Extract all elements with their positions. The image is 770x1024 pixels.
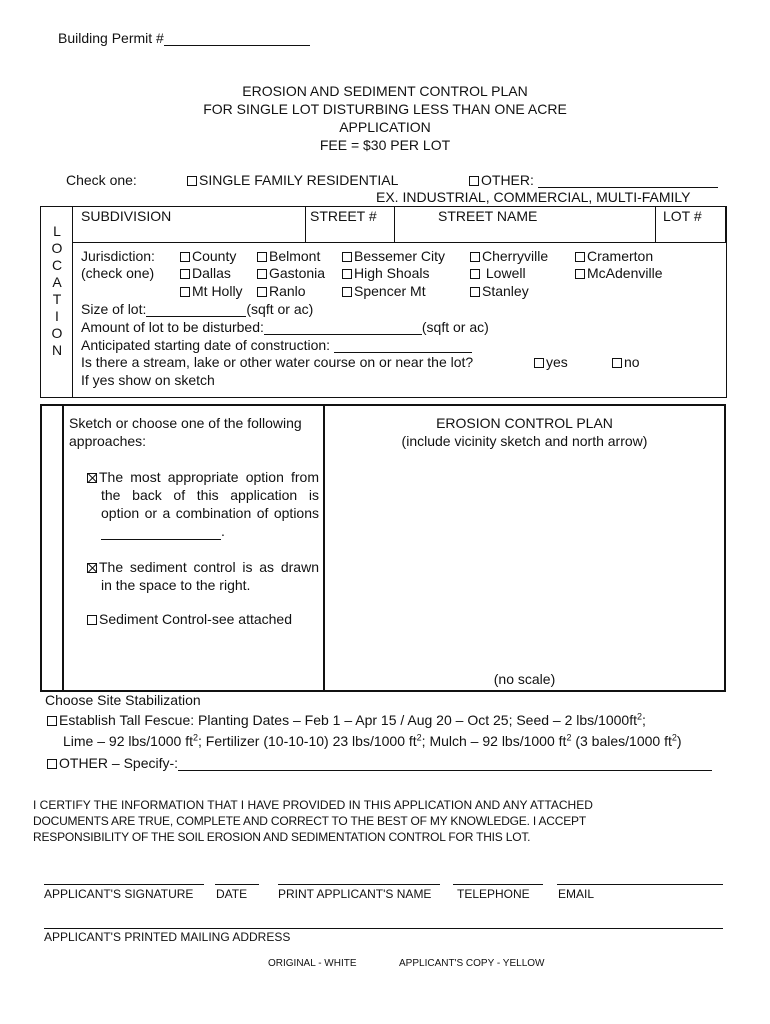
mt-holly-checkbox[interactable] [180, 287, 190, 297]
form-title [0, 82, 770, 154]
yes-label: yes [546, 354, 568, 370]
fescue-text: Establish Tall Fescue: Planting Dates – Feb 1 – Apr 15 / Aug 20 – Oct 25; Seed – 2 lbs/1000ft [59, 712, 637, 728]
location-side-label [50, 223, 64, 359]
bales-sup: 2 [671, 732, 677, 743]
county-checkbox[interactable] [180, 252, 190, 262]
other-checkbox[interactable] [469, 176, 479, 186]
stream-yes[interactable] [534, 354, 568, 370]
cramerton-checkbox[interactable] [575, 252, 585, 262]
start-date-blank[interactable] [334, 338, 472, 353]
lime-sup: 2 [192, 732, 198, 743]
ranlo-checkbox[interactable] [257, 287, 267, 297]
stanley-label: Stanley [482, 283, 529, 299]
building-permit-blank[interactable] [164, 31, 310, 46]
option-1[interactable] [87, 468, 319, 540]
yes-checkbox[interactable] [534, 358, 544, 368]
fee-line: FEE = $30 PER LOT [319, 137, 451, 153]
disturbed-blank[interactable] [264, 320, 422, 335]
single-family-checkbox[interactable] [187, 176, 197, 186]
stabilization-heading: Choose Site Stabilization [45, 692, 201, 708]
other-stabilization-label: OTHER – Specify-: [59, 755, 179, 771]
signature-line[interactable] [44, 884, 204, 885]
other-blank[interactable] [538, 173, 718, 188]
bessemer-checkbox[interactable] [342, 252, 352, 262]
jurisdiction-bessemer[interactable] [342, 248, 445, 264]
plan-intro: Sketch or choose one of the following approaches: [69, 415, 302, 449]
street-name-label: STREET NAME [438, 208, 538, 224]
jurisdiction-label: Jurisdiction: [81, 248, 155, 264]
telephone-line[interactable] [453, 884, 543, 885]
high-shoals-checkbox[interactable] [342, 269, 352, 279]
fertilizer-rate: ; Fertilizer (10-10-10) 23 lbs/1000 ft [198, 733, 417, 749]
jurisdiction-cherryville[interactable] [470, 248, 548, 264]
email-label: EMAIL [558, 887, 595, 901]
jurisdiction-spencer-mt[interactable] [342, 283, 426, 299]
subdivision-label: SUBDIVISION [81, 208, 172, 224]
spencer-mt-label: Spencer Mt [354, 283, 426, 299]
belmont-label: Belmont [269, 248, 321, 264]
county-label: County [192, 248, 237, 264]
location-letter: C [51, 257, 63, 273]
title-line-1: EROSION AND SEDIMENT CONTROL PLAN [242, 83, 528, 99]
location-letter: L [53, 223, 61, 239]
option-2-checkbox[interactable] [87, 563, 97, 573]
footer-original: ORIGINAL - WHITE [268, 958, 357, 969]
bessemer-label: Bessemer City [354, 248, 446, 264]
address-label: APPLICANT'S PRINTED MAILING ADDRESS [44, 930, 291, 944]
certify-line-3: RESPONSIBILITY OF THE SOIL EROSION AND SEDIMENTATION CONTROL FOR THIS LOT. [33, 830, 531, 844]
cherryville-label: Cherryville [482, 248, 549, 264]
option-3-checkbox[interactable] [87, 615, 97, 625]
sketch-note: If yes show on sketch [81, 372, 215, 388]
bales-close: ) [676, 733, 682, 749]
print-name-label: PRINT APPLICANT'S NAME [278, 887, 432, 901]
jurisdiction-lowell[interactable] [470, 265, 526, 281]
high-shoals-label: High Shoals [354, 265, 430, 281]
mulch-sup: 2 [566, 732, 572, 743]
disturbed-label: Amount of lot to be disturbed: [81, 319, 264, 335]
option-1-period: . [221, 523, 225, 539]
option-3[interactable] [87, 611, 292, 627]
location-letter: A [52, 274, 62, 290]
erosion-plan-title: EROSION CONTROL PLAN [436, 415, 613, 431]
location-letter: O [51, 325, 63, 341]
telephone-label: TELEPHONE [457, 887, 530, 901]
email-line[interactable] [557, 884, 723, 885]
mcadenville-label: McAdenville [587, 265, 663, 281]
jurisdiction-high-shoals[interactable] [342, 265, 430, 281]
lot-size-blank[interactable] [146, 302, 246, 317]
option-2-text: The sediment control is as drawn in the space to the right. [99, 559, 319, 593]
erosion-plan-subtitle: (include vicinity sketch and north arrow) [401, 433, 648, 449]
option-3-text: Sediment Control-see attached [99, 611, 292, 627]
belmont-checkbox[interactable] [257, 252, 267, 262]
option-2[interactable] [87, 558, 319, 594]
footer-copy: APPLICANT'S COPY - YELLOW [399, 958, 545, 969]
lot-size-label: Size of lot: [81, 301, 147, 317]
title-line-3: APPLICATION [339, 119, 431, 135]
street-number-label: STREET # [310, 208, 377, 224]
other-example: EX. INDUSTRIAL, COMMERCIAL, MULTI-FAMILY [376, 189, 691, 205]
fescue-option[interactable] [47, 712, 646, 728]
cherryville-checkbox[interactable] [470, 252, 480, 262]
fescue-sup: 2 [637, 711, 643, 722]
plan-right-header [325, 414, 724, 450]
fertilizer-sup: 2 [416, 732, 422, 743]
dallas-label: Dallas [192, 265, 231, 281]
option-1-checkbox[interactable] [87, 473, 97, 483]
date-label: DATE [216, 887, 248, 901]
disturbed-area-field [81, 319, 489, 335]
single-family-option[interactable] [187, 172, 398, 188]
lot-number-label: LOT # [663, 208, 702, 224]
building-permit-label: Building Permit # [58, 30, 164, 46]
gastonia-label: Gastonia [269, 265, 326, 281]
fescue-checkbox[interactable] [47, 716, 57, 726]
jurisdiction-dallas[interactable] [180, 265, 231, 281]
cramerton-label: Cramerton [587, 248, 654, 264]
jurisdiction-belmont[interactable] [257, 248, 320, 264]
mulch-rate: ; Mulch – 92 lbs/1000 ft [421, 733, 567, 749]
jurisdiction-mt-holly[interactable] [180, 283, 243, 299]
address-line[interactable] [44, 928, 723, 929]
spencer-mt-checkbox[interactable] [342, 287, 352, 297]
other-option[interactable] [469, 172, 718, 188]
lowell-checkbox[interactable] [470, 269, 480, 279]
location-letter: O [51, 240, 63, 256]
print-name-line[interactable] [278, 884, 440, 885]
other-stabilization[interactable] [47, 755, 712, 771]
options-blank[interactable] [101, 525, 221, 540]
signature-label: APPLICANT'S SIGNATURE [44, 887, 194, 901]
sketch-area[interactable] [326, 455, 724, 665]
lot-size-units: (sqft or ac) [246, 301, 314, 317]
disturbed-units: (sqft or ac) [421, 319, 489, 335]
mcadenville-checkbox[interactable] [575, 269, 585, 279]
date-line[interactable] [215, 884, 259, 885]
jurisdiction-cramerton[interactable] [575, 248, 653, 264]
stream-question: Is there a stream, lake or other water course on or near the lot? [81, 354, 474, 370]
start-date-label: Anticipated starting date of construction: [81, 337, 331, 353]
single-family-label: SINGLE FAMILY RESIDENTIAL [199, 172, 399, 188]
bales-rate: (3 bales/1000 ft [571, 733, 672, 749]
dallas-checkbox[interactable] [180, 269, 190, 279]
building-permit-field [58, 30, 310, 46]
stream-no[interactable] [612, 354, 640, 370]
lot-size-field [81, 301, 313, 317]
other-stabilization-checkbox[interactable] [47, 759, 57, 769]
gastonia-checkbox[interactable] [257, 269, 267, 279]
location-letter: I [55, 308, 59, 324]
no-checkbox[interactable] [612, 358, 622, 368]
mt-holly-label: Mt Holly [192, 283, 243, 299]
certify-line-1: I CERTIFY THE INFORMATION THAT I HAVE PROVIDED IN THIS APPLICATION AND ANY ATTACHED [33, 798, 593, 812]
jurisdiction-gastonia[interactable] [257, 265, 325, 281]
jurisdiction-ranlo[interactable] [257, 283, 306, 299]
certify-line-2: DOCUMENTS ARE TRUE, COMPLETE AND CORRECT TO THE BEST OF MY KNOWLEDGE. I ACCEPT [33, 814, 586, 828]
other-label: OTHER: [481, 172, 534, 188]
title-line-2: FOR SINGLE LOT DISTURBING LESS THAN ONE ACRE [203, 101, 567, 117]
jurisdiction-county[interactable] [180, 248, 236, 264]
other-specify-blank[interactable] [178, 756, 712, 771]
stanley-checkbox[interactable] [470, 287, 480, 297]
option-1-text: The most appropriate option from the back of this application is option or a combination of options [99, 469, 319, 521]
fescue-rates [63, 733, 682, 749]
jurisdiction-mcadenville[interactable] [575, 265, 662, 281]
no-label: no [624, 354, 640, 370]
no-scale-label: (no scale) [493, 671, 556, 687]
fescue-end: ; [642, 712, 646, 728]
location-letter: N [51, 342, 63, 358]
jurisdiction-check-one: (check one) [81, 265, 155, 281]
ranlo-label: Ranlo [269, 283, 306, 299]
location-letter: T [52, 291, 62, 307]
check-one-label: Check one: [66, 172, 137, 188]
certification [33, 797, 593, 845]
lime-rate: Lime – 92 lbs/1000 ft [63, 733, 193, 749]
lowell-label: Lowell [485, 265, 526, 281]
jurisdiction-stanley[interactable] [470, 283, 529, 299]
start-date-field [81, 337, 472, 353]
